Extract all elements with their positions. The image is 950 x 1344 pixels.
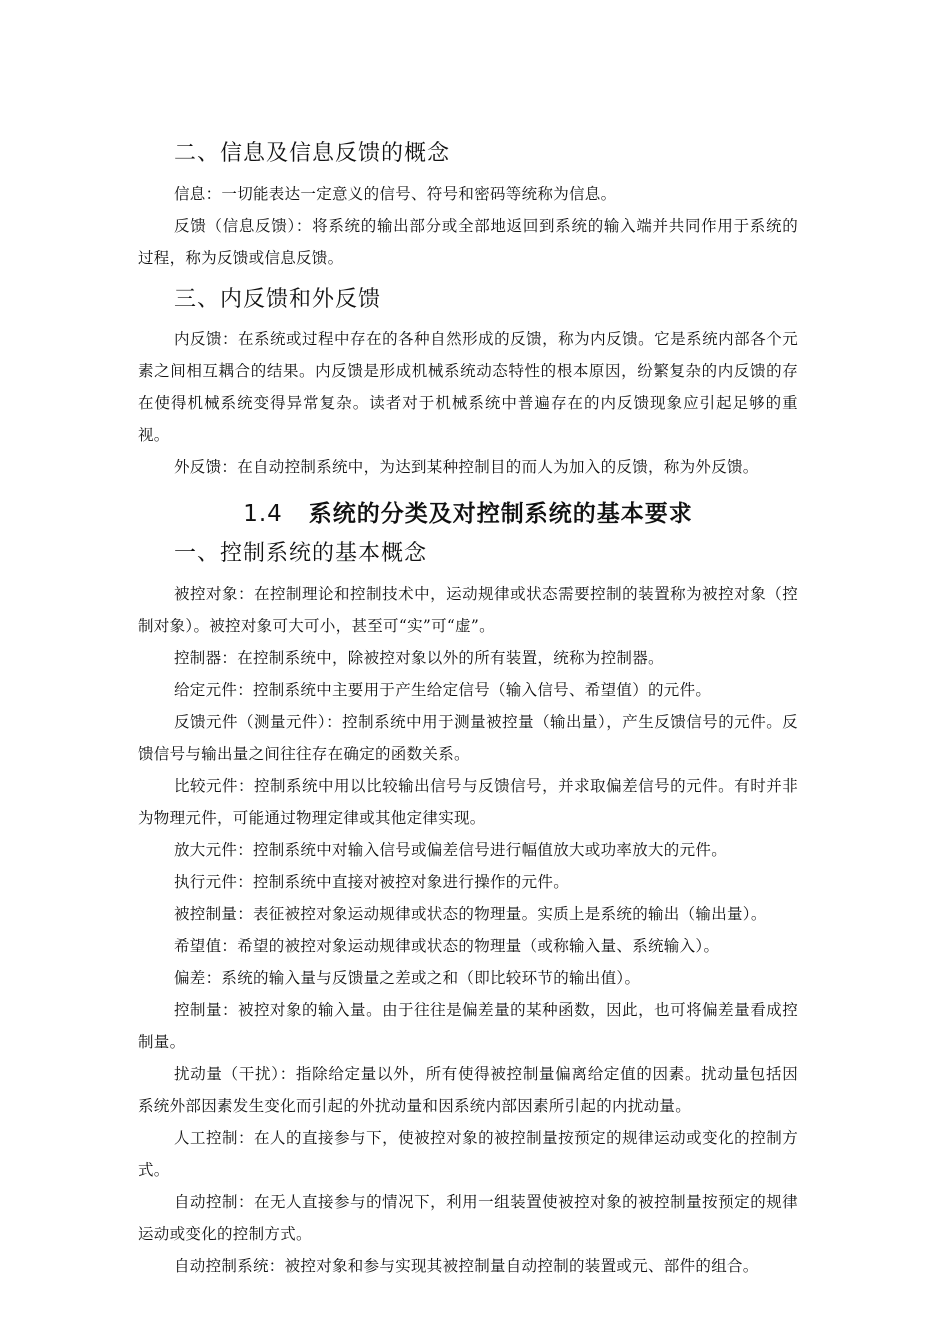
section-heading-info: 二、信息及信息反馈的概念 [174,141,451,166]
paragraph-controller: 控制器：在控制系统中，除被控对象以外的所有装置，统称为控制器。 [174,648,664,667]
paragraph-feedback-definition: 反馈（信息反馈）：将系统的输出部分或全部地返回到系统的输入端并共同作用于系统的过程，称为反馈或信息反馈。 [138,216,798,267]
paragraph-error: 偏差：系统的输入量与反馈量之差或之和（即比较环节的输出值）。 [174,968,641,987]
chapter-heading [138,495,798,528]
paragraph-controlled-variable: 被控制量：表征被控对象运动规律或状态的物理量。实质上是系统的输出（输出量）。 [174,904,767,923]
paragraph-feedback-element: 反馈元件（测量元件）：控制系统中用于测量被控量（输出量），产生反馈信号的元件。反馈信号与输出量之间往往存在确定的函数关系。 [138,712,798,763]
paragraph-automatic-control-system: 自动控制系统：被控对象和参与实现其被控制量自动控制的装置或元、部件的组合。 [174,1256,759,1275]
section-heading-control-concepts: 一、控制系统的基本概念 [174,541,428,566]
paragraph-amplifier-element: 放大元件：控制系统中对输入信号或偏差信号进行幅值放大或功率放大的元件。 [174,840,728,859]
paragraph-info-definition: 信息：一切能表达一定意义的信号、符号和密码等统称为信息。 [174,184,617,203]
paragraph-actuator-element: 执行元件：控制系统中直接对被控对象进行操作的元件。 [174,872,570,891]
paragraph-disturbance: 扰动量（干扰）：指除给定量以外，所有使得被控制量偏离给定值的因素。扰动量包括因系统外部因素发生变化而引起的外扰动量和因系统内部因素所引起的内扰动量。 [138,1064,798,1115]
paragraph-external-feedback: 外反馈：在自动控制系统中，为达到某种控制目的而人为加入的反馈，称为外反馈。 [174,458,759,476]
paragraph-internal-feedback: 内反馈：在系统或过程中存在的各种自然形成的反馈，称为内反馈。它是系统内部各个元素之间相互耦合的结果。内反馈是形成机械系统动态特性的根本原因，纷繁复杂的内反馈的存在使得机械系统变得异常复杂。读者对于机械系统中普遍存在的内反馈现象应引起足够的重视。 [138,330,798,444]
section-heading-internal-external-feedback: 三、内反馈和外反馈 [174,286,382,312]
paragraph-control-variable: 控制量：被控对象的输入量。由于往往是偏差量的某种函数，因此，也可将偏差量看成控制量。 [138,1000,798,1051]
paragraph-automatic-control: 自动控制：在无人直接参与的情况下，利用一组装置使被控对象的被控制量按预定的规律运动或变化的控制方式。 [138,1192,798,1243]
paragraph-comparison-element: 比较元件：控制系统中用以比较输出信号与反馈信号，并求取偏差信号的元件。有时并非为物理元件，可能通过物理定律或其他定律实现。 [138,776,798,827]
chapter-number: 1.4 [243,501,283,527]
paragraph-desired-value: 希望值：希望的被控对象运动规律或状态的物理量（或称输入量、系统输入）。 [174,936,720,955]
paragraph-manual-control: 人工控制：在人的直接参与下，使被控对象的被控制量按预定的规律运动或变化的控制方式。 [138,1128,798,1179]
paragraph-reference-element: 给定元件：控制系统中主要用于产生给定信号（输入信号、希望值）的元件。 [174,680,712,699]
document-page [138,128,798,1282]
paragraph-controlled-object: 被控对象：在控制理论和控制技术中，运动规律或状态需要控制的装置称为被控对象（控制对象）。被控对象可大可小，甚至可“实”可“虚”。 [138,584,798,635]
chapter-title: 系统的分类及对控制系统的基本要求 [308,501,693,527]
